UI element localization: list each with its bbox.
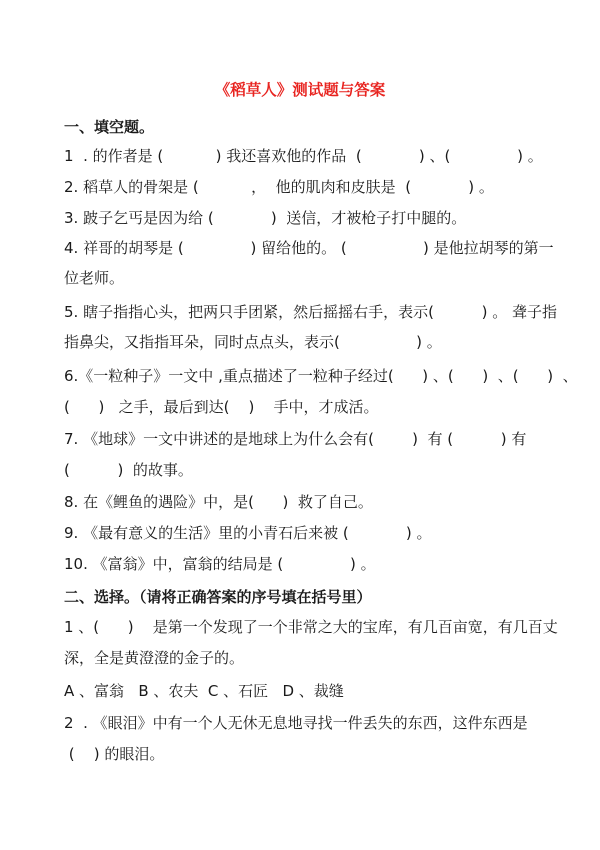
question-5-line-2: 指鼻尖，又指指耳朵，同时点点头，表示( ) 。	[64, 333, 442, 351]
question-3: 3. 跛子乞丐是因为给 ( ) 送信，才被枪子打中腿的。	[64, 209, 467, 227]
question-1: 1 . 的作者是 ( ) 我还喜欢他的作品 ( ) 、( ) 。	[64, 147, 543, 165]
question-6-line-1: 6.《一粒种子》一文中 ,重点描述了一粒种子经过( ) 、( ) 、( ) 、	[64, 367, 578, 385]
choice-1-line-1: 1 、( ) 是第一个发现了一个非常之大的宝库，有几百亩宽，有几百丈	[64, 618, 558, 636]
question-7-line-2: ( ) 的故事。	[64, 461, 193, 479]
section-choice-heading: 二、选择。（请将正确答案的序号填在括号里）	[64, 588, 372, 606]
choice-1-line-2: 深，全是黄澄澄的金子的。	[64, 649, 245, 667]
question-7-line-1: 7. 《地球》一文中讲述的是地球上为什么会有( ) 有 ( ) 有	[64, 430, 527, 448]
choice-2-line-2: ( ) 的眼泪。	[64, 745, 165, 763]
question-4-line-1: 4. 祥哥的胡琴是 ( ) 留给他的。 ( ) 是他拉胡琴的第一	[64, 239, 554, 257]
page-title: 《稻草人》测试题与答案	[214, 81, 386, 99]
question-4-line-2: 位老师。	[64, 269, 125, 287]
question-2: 2. 稻草人的骨架是 ( ， 他的肌肉和皮肤是 ( ) 。	[64, 178, 494, 196]
question-5-line-1: 5. 瞎子指指心头，把两只手团紧，然后摇摇右手，表示( ) 。 聋子指	[64, 303, 558, 321]
question-8: 8. 在《鲤鱼的遇险》中，是( ) 救了自己。	[64, 493, 373, 511]
section-fill-in-heading: 一、填空题。	[64, 118, 155, 136]
choice-1-options: A 、富翁 B 、农夫 C 、石匠 D 、裁缝	[64, 682, 344, 700]
question-6-line-2: ( ) 之手，最后到达( ) 手中，才成活。	[64, 398, 379, 416]
question-10: 10. 《富翁》中，富翁的结局是 ( ) 。	[64, 555, 376, 573]
question-9: 9. 《最有意义的生活》里的小青石后来被 ( ) 。	[64, 524, 432, 542]
choice-2-line-1: 2 . 《眼泪》中有一个人无休无息地寻找一件丢失的东西，这件东西是	[64, 714, 528, 732]
